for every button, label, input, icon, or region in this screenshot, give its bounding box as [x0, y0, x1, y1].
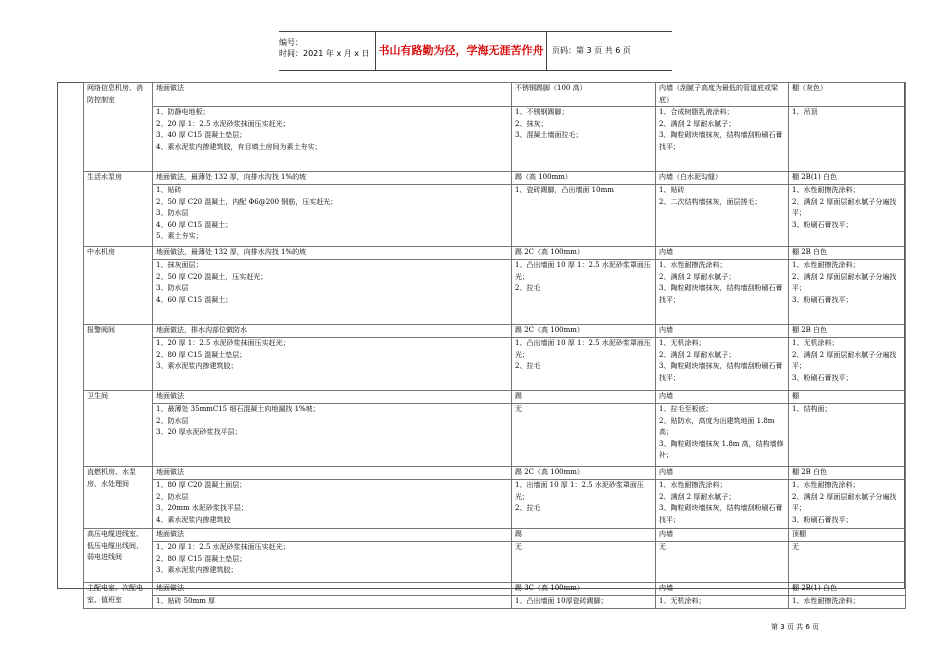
spec-item: 2、抹灰；	[515, 119, 548, 128]
header-motto: 书山有路勤为径，学海无涯苦作舟	[375, 32, 547, 70]
spec-item: 无	[792, 543, 799, 551]
spec-detail-row	[84, 404, 906, 467]
spec-item: 2、满刮 2 厚耐水腻子；	[659, 272, 736, 281]
spec-item: 4、60 厚 C15 混凝土；	[156, 220, 233, 229]
room-name: 报警阀间	[84, 325, 153, 391]
ceil-items	[789, 260, 906, 325]
header-page: 页码：第 3 页 共 6 页	[552, 46, 631, 55]
spec-item: 1、无机涂料；	[792, 339, 839, 347]
spec-item: 1、最薄处 35mmC15 细石混凝土向地漏找 1%坡；	[156, 405, 320, 413]
skirt-title: 踢	[512, 529, 656, 542]
spec-item: 2、满刮 2 厚耐水腻子；	[659, 350, 736, 359]
spec-item: 3、陶粒砌块墙抹灰 1.8m 高，结构墙修补；	[659, 439, 784, 459]
spec-item: 3、40 厚 C15 混凝土垫层；	[156, 131, 247, 139]
spec-item: 4、60 厚 C15 混凝土；	[156, 295, 233, 304]
spec-item: 5、素土夯实；	[156, 232, 203, 240]
spec-item: 2、80 厚 C15 混凝土垫层；	[156, 554, 247, 563]
spec-detail-row	[84, 260, 906, 325]
wall-items	[656, 404, 789, 467]
spec-item: 1、无机涂料；	[659, 339, 706, 347]
ceil-title: 顶棚	[789, 529, 906, 542]
spec-title-row	[84, 529, 906, 542]
wall-title: 内墙	[656, 529, 789, 542]
spec-item: 1、水性耐擦洗涂料；	[792, 261, 860, 269]
spec-item: 2、满刮 2 厚耐水腻子；	[659, 119, 736, 128]
floor-title: 地面做法，最薄处 132 厚，向排水沟找 1%的坡	[153, 247, 512, 260]
room-name: 高压电缆进线室、低压电缆出线间、弱电进线间	[84, 529, 153, 583]
ceil-title: 棚	[789, 391, 906, 404]
floor-title: 地面做法，排水沟部位做防水	[153, 325, 512, 338]
spec-item: 1、凸出墙面 10厚瓷砖踢脚；	[515, 597, 608, 605]
wall-title: 内墙	[656, 583, 789, 596]
spec-item: 1、拉毛至板底；	[659, 405, 713, 413]
spec-item: 3、混凝土墙面拉毛；	[515, 131, 583, 139]
spec-title-row	[84, 247, 906, 260]
spec-item: 1、抹灰面层；	[156, 261, 203, 269]
room-name: 中水机房	[84, 247, 153, 325]
spec-item: 3、粉刷石膏找平；	[792, 515, 853, 524]
spec-item: 2、80 厚 C15 混凝土垫层；	[156, 350, 247, 359]
spec-item: 3、陶粒砌块墙抹灰，结构墙刮粉刷石膏找平；	[659, 284, 783, 304]
spec-title-row	[84, 391, 906, 404]
spec-item: 1、吊顶	[792, 108, 818, 116]
floor-title: 地面做法	[153, 83, 512, 107]
floor-title: 地面做法	[153, 391, 512, 404]
page-footer: 第 3 页 共 6 页	[771, 623, 820, 631]
skirt-items	[512, 107, 656, 172]
floor-items	[153, 107, 512, 172]
spec-item: 2、拉毛	[515, 504, 541, 512]
spec-item: 3、陶粒砌块墙抹灰，结构墙刮粉刷石膏找平；	[659, 362, 783, 382]
floor-title: 地面做法	[153, 529, 512, 542]
room-name: 主配电室、次配电室、值班室	[84, 583, 153, 609]
spec-item: 4、素水泥浆内掺建筑胶，有目填土房间为素土夯实；	[156, 142, 322, 151]
wall-items	[656, 107, 789, 172]
spec-item: 无	[659, 543, 666, 551]
skirt-items	[512, 596, 656, 609]
spec-detail-row	[84, 338, 906, 391]
floor-title: 地面做法，最薄处 132 厚，向排水沟找 1%的坡	[153, 172, 512, 185]
doc-date: 时间：2021 年 x 月 x 日	[279, 49, 370, 58]
ceil-items	[789, 404, 906, 467]
spec-item: 2、满刮 2 厚面层耐水腻子分遍找平；	[792, 350, 897, 370]
ceil-title: 棚 2B 白色	[789, 325, 906, 338]
spec-item: 3、20mm 水泥砂浆找平层；	[156, 504, 248, 512]
spec-item: 2、满刮 2 厚面层耐水腻子分遍找平；	[792, 492, 897, 512]
skirt-title: 踢 3C（高 100mm）	[512, 583, 656, 596]
ceil-title: 棚 2B 白色	[789, 247, 906, 260]
spec-item: 1、结构面；	[792, 405, 832, 413]
spec-item: 1、无机涂料；	[659, 597, 706, 605]
skirt-items	[512, 260, 656, 325]
finish-spec-table	[83, 82, 906, 609]
ceil-title: 棚（灰色）	[789, 83, 906, 107]
spec-item: 3、陶粒砌块墙抹灰，结构墙刮粉刷石膏找平；	[659, 131, 783, 151]
skirt-title: 踢	[512, 391, 656, 404]
skirt-title: 踢 2C（高 100mm）	[512, 467, 656, 480]
spec-detail-row	[84, 480, 906, 529]
wall-title: 内墙	[656, 247, 789, 260]
spec-item: 1、贴砖 50mm 厚	[156, 597, 216, 605]
spec-item: 2、防水层	[156, 416, 189, 425]
floor-items	[153, 404, 512, 467]
spec-item: 无	[515, 405, 522, 413]
wall-items	[656, 480, 789, 529]
spec-item: 1、凸出墙面 10 厚 1：2.5 水泥砂浆罩面压光；	[515, 261, 651, 281]
spec-title-row	[84, 172, 906, 185]
spec-item: 1、瓷砖踢脚，凸出墙面 10mm	[515, 186, 614, 194]
wall-title: 内墙	[656, 391, 789, 404]
spec-item: 1、20 厚 1：2.5 水泥砂浆抹面压实赶光；	[156, 339, 290, 347]
spec-title-row	[84, 83, 906, 107]
ceil-title: 棚 2B 白色	[789, 467, 906, 480]
spec-item: 1、出墙面 10 厚 1：2.5 水泥砂浆罩面压光；	[515, 481, 644, 501]
floor-items	[153, 260, 512, 325]
wall-items	[656, 260, 789, 325]
spec-item: 2、贴防水，高度为出建筑地面 1.8m 高；	[659, 416, 775, 436]
spec-item: 3、20 厚水泥砂浆找平层；	[156, 428, 242, 436]
skirt-items	[512, 542, 656, 583]
wall-title: 内墙	[656, 325, 789, 338]
spec-item: 3、素水泥浆内掺建筑胶；	[156, 566, 238, 574]
spec-item: 3、粉刷石膏找平；	[792, 295, 853, 304]
spec-item: 3、粉刷石膏找平；	[792, 373, 853, 382]
spec-detail-row	[84, 596, 906, 609]
room-name: 卫生间	[84, 391, 153, 467]
ceil-title: 棚 2B(1) 白色	[789, 172, 906, 185]
wall-items	[656, 542, 789, 583]
spec-item: 3、素水泥浆内掺建筑胶；	[156, 362, 238, 370]
wall-title: 内墙	[656, 467, 789, 480]
spec-item: 1、贴砖	[659, 186, 685, 194]
doc-number: 编号：	[279, 38, 303, 47]
spec-item: 3、防水层	[156, 209, 189, 217]
floor-items	[153, 185, 512, 247]
spec-item: 3、粉刷石膏找平；	[792, 220, 853, 229]
spec-detail-row	[84, 107, 906, 172]
wall-items	[656, 338, 789, 391]
spec-item: 1、贴砖	[156, 186, 182, 194]
spec-item: 3、防水层	[156, 284, 189, 292]
spec-title-row	[84, 467, 906, 480]
spec-item: 1、凸出墙面 10 厚 1：2.5 水泥砂浆罩面压光；	[515, 339, 651, 359]
spec-item: 1、20 厚 1：2.5 水泥砂浆抹面压实赶光；	[156, 543, 290, 551]
spec-item: 2、满刮 2 厚耐水腻子；	[659, 492, 736, 501]
spec-item: 1、水性耐擦洗涂料；	[792, 481, 860, 489]
skirt-items	[512, 480, 656, 529]
spec-item: 2、20 厚 1：2.5 水泥砂浆抹面压实赶光；	[156, 119, 290, 128]
wall-title: 内墙（刮腻子高度为最低的管道底或梁底）	[656, 83, 789, 107]
header-info	[279, 32, 375, 70]
spec-title-row	[84, 583, 906, 596]
spec-item: 1、水性耐擦洗涂料；	[792, 186, 860, 194]
room-name: 网络信息机房、消防控制室	[84, 83, 153, 172]
spec-item: 1、水性耐擦洗涂料；	[792, 597, 860, 605]
room-name: 生活水泵房	[84, 172, 153, 247]
spec-detail-row	[84, 542, 906, 583]
skirt-title: 踢（高 100mm）	[512, 172, 656, 185]
skirt-items	[512, 338, 656, 391]
skirt-title: 踢 2C（高 100mm）	[512, 247, 656, 260]
spec-item: 2、拉毛	[515, 362, 541, 370]
room-name: 直燃机房、水泵房、水处理间	[84, 467, 153, 529]
spec-item: 1、水性耐擦洗涂料；	[659, 481, 727, 489]
floor-title: 地面做法	[153, 583, 512, 596]
ceil-items	[789, 185, 906, 247]
spec-item: 无	[515, 543, 522, 551]
spec-item: 2、50 厚 C20 混凝土，压实赶光；	[156, 272, 268, 281]
floor-items	[153, 542, 512, 583]
page-header	[279, 31, 672, 71]
floor-items	[153, 596, 512, 609]
ceil-items	[789, 480, 906, 529]
ceil-items	[789, 338, 906, 391]
spec-item: 2、满刮 2 厚面层耐水腻子分遍找平；	[792, 197, 897, 217]
spec-item: 1、防静电地板；	[156, 108, 210, 116]
spec-item: 2、满刮 2 厚面层耐水腻子分遍找平；	[792, 272, 897, 292]
spec-item: 2、二次结构墙抹灰，面层搓毛；	[659, 197, 762, 206]
spec-item: 4、素水泥浆内掺建筑胶	[156, 515, 231, 524]
floor-items	[153, 338, 512, 391]
wall-items	[656, 596, 789, 609]
spec-item: 1、合成树脂乳液涂料；	[659, 108, 734, 116]
spec-item: 2、拉毛	[515, 284, 541, 292]
spec-detail-row	[84, 185, 906, 247]
skirt-items	[512, 185, 656, 247]
spec-item: 1、不锈钢踢脚；	[515, 108, 569, 116]
spec-item: 1、80 厚 C20 混凝土面层；	[156, 481, 247, 489]
spec-item: 1、水性耐擦洗涂料；	[659, 261, 727, 269]
spec-item: 2、50 厚 C20 混凝土，内配 Φ6@200 钢筋，压实赶光；	[156, 197, 338, 206]
floor-title: 地面做法	[153, 467, 512, 480]
ceil-items	[789, 542, 906, 583]
ceil-title: 棚 2B(1) 白色	[789, 583, 906, 596]
wall-title: 内墙（白水泥勾缝）	[656, 172, 789, 185]
spec-item: 2、防水层	[156, 492, 189, 501]
spec-title-row	[84, 325, 906, 338]
ceil-items	[789, 107, 906, 172]
skirt-title: 不锈钢踢脚（100 高）	[512, 83, 656, 107]
skirt-items	[512, 404, 656, 467]
skirt-title: 踢 2C（高 100mm）	[512, 325, 656, 338]
floor-items	[153, 480, 512, 529]
spec-item: 3、陶粒砌块墙抹灰，结构墙刮粉刷石膏找平；	[659, 504, 783, 524]
ceil-items	[789, 596, 906, 609]
wall-items	[656, 185, 789, 247]
